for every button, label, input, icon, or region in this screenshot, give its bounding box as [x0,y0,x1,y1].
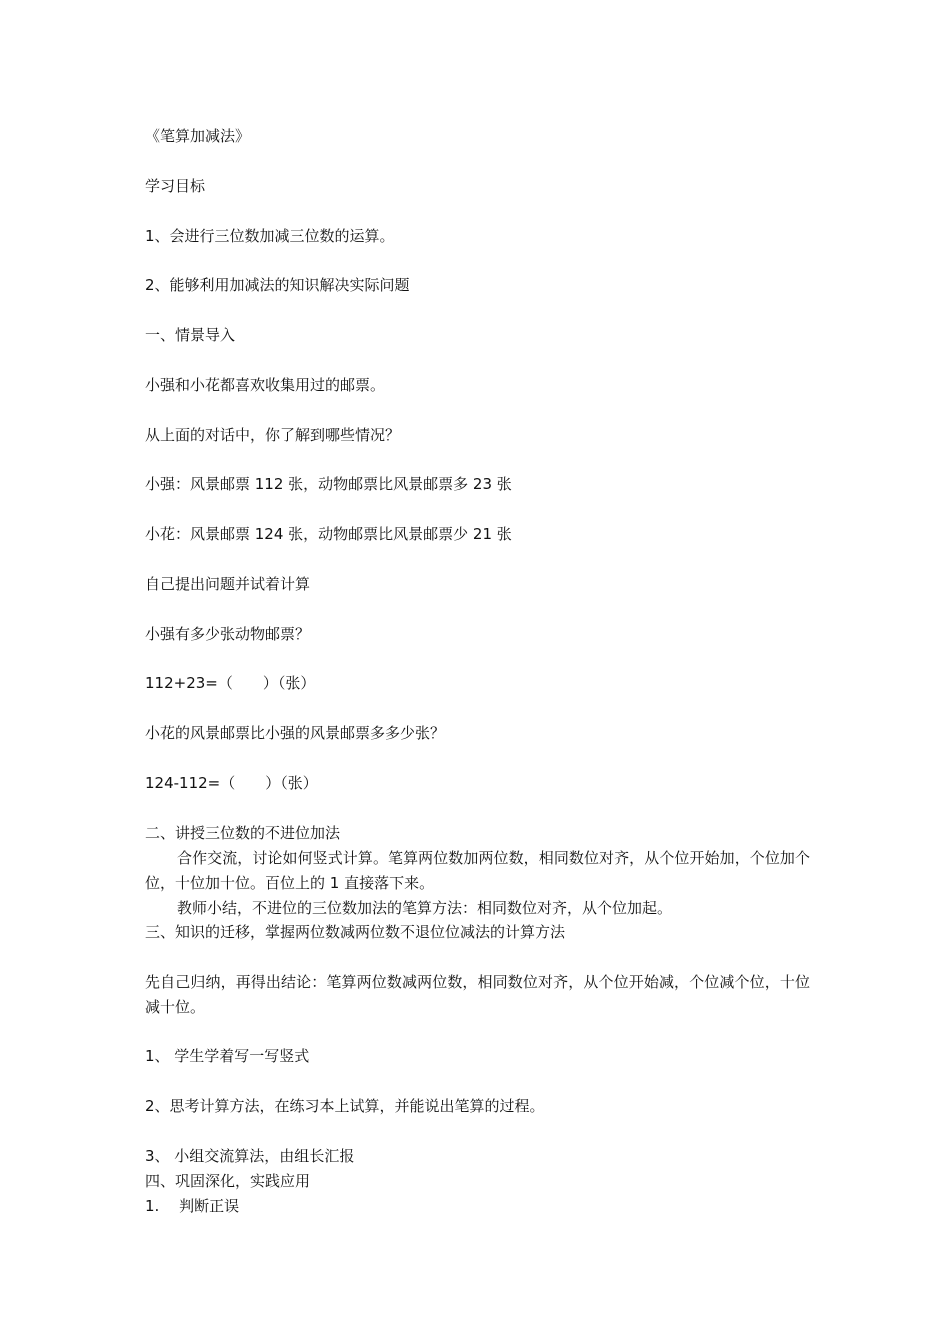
paragraph-collect: 小强和小花都喜欢收集用过的邮票。 [145,376,386,394]
step-1: 1、 学生学着写一写竖式 [145,1047,310,1065]
paragraph-xiaoqiang: 小强：风景邮票 112 张，动物邮票比风景邮票多 23 张 [145,475,512,493]
section-3-heading: 三、知识的迁移，掌握两位数减两位数不退位位减法的计算方法 [145,923,566,941]
document-title: 《笔算加减法》 [145,127,251,145]
section-1-heading: 一、情景导入 [145,326,236,344]
paragraph-xiaohua: 小花：风景邮票 124 张，动物邮票比风景邮票少 21 张 [145,525,512,543]
objective-1: 1、会进行三位数加减三位数的运算。 [145,227,395,245]
paragraph-summary: 教师小结，不进位的三位数加法的笔算方法：相同数位对齐，从个位加起。 [177,899,673,917]
calculation-2: 124-112=（ ）（张） [145,774,318,792]
calculation-1: 112+23=（ ）（张） [145,674,316,692]
question-1: 小强有多少张动物邮票？ [145,625,311,643]
paragraph-cooperate: 合作交流，讨论如何竖式计算。笔算两位数加两位数，相同数位对齐，从个位开始加，个位加个位，十位加十位。百位上的 1 直接落下来。 [145,849,810,892]
objective-2: 2、能够利用加减法的知识解决实际问题 [145,276,410,294]
objectives-heading: 学习目标 [145,177,206,195]
step-2: 2、思考计算方法，在练习本上试算，并能说出笔算的过程。 [145,1097,545,1115]
list-item-judge: 1. 判断正误 [145,1197,240,1215]
paragraph-conclusion: 先自己归纳，再得出结论：笔算两位数减两位数，相同数位对齐，从个位开始减，个位减个位，十位减十位。 [145,973,810,1016]
paragraph-ask: 自己提出问题并试着计算 [145,575,311,593]
section-2-heading: 二、讲授三位数的不进位加法 [145,824,341,842]
question-2: 小花的风景邮票比小强的风景邮票多多少张？ [145,724,446,742]
paragraph-dialogue: 从上面的对话中，你了解到哪些情况？ [145,426,401,444]
section-4-heading: 四、巩固深化，实践应用 [145,1172,311,1190]
step-3: 3、 小组交流算法，由组长汇报 [145,1147,355,1165]
